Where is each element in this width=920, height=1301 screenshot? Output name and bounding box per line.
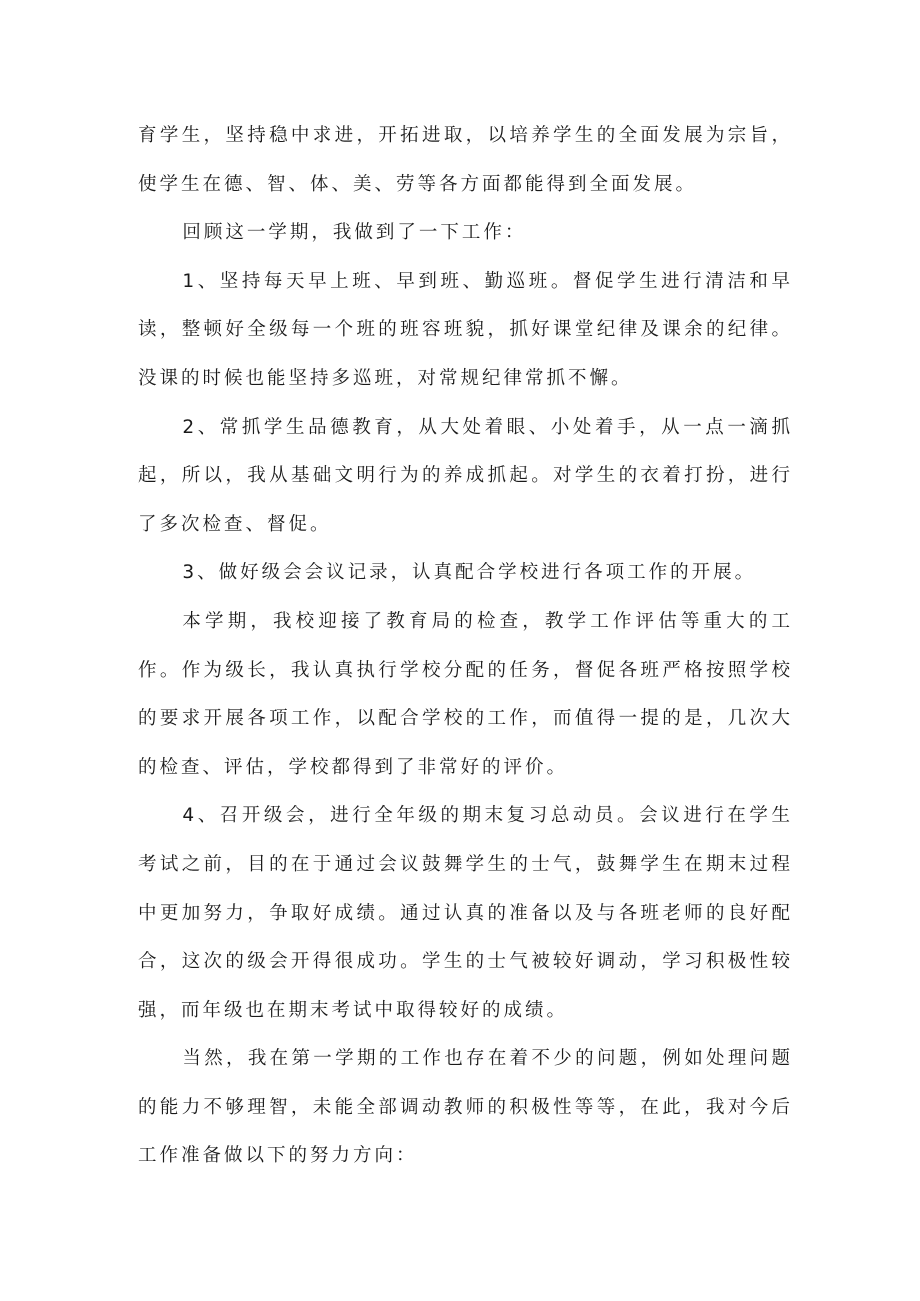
paragraph-item-2: 2、常抓学生品德教育，从大处着眼、小处着手，从一点一滴抓起，所以，我从基础文明行为的养成抓起。对学生的衣着打扮，进行了多次检查、督促。 (138, 416, 793, 535)
paragraph-continuation: 育学生，坚持稳中求进，开拓进取，以培养学生的全面发展为宗旨，使学生在德、智、体、美、劳等各方面都能得到全面发展。 (138, 125, 793, 195)
paragraph-review-intro: 回顾这一学期，我做到了一下工作： (182, 222, 527, 244)
paragraph-semester: 本学期，我校迎接了教育局的检查，教学工作评估等重大的工作。作为级长，我认真执行学校分配的任务，督促各班严格按照学校的要求开展各项工作，以配合学校的工作，而值得一提的是，几次大的检查、评估，学校都得到了非常好的评价。 (138, 610, 793, 778)
paragraph-item-1: 1、坚持每天早上班、早到班、勤巡班。督促学生进行清洁和早读，整顿好全级每一个班的班容班貌，抓好课堂纪律及课余的纪律。没课的时候也能坚持多巡班，对常规纪律常抓不懈。 (138, 270, 793, 389)
paragraph-item-4: 4、召开级会，进行全年级的期末复习总动员。会议进行在学生考试之前，目的在于通过会议鼓舞学生的士气，鼓舞学生在期末过程中更加努力，争取好成绩。通过认真的准备以及与各班老师的良好配合，这次的级会开得很成功。学生的士气被较好调动，学习积极性较强，而年级也在期末考试中取得较好的成绩。 (138, 805, 793, 1021)
paragraph-problems: 当然，我在第一学期的工作也存在着不少的问题，例如处理问题的能力不够理智，未能全部调动教师的积极性等等，在此，我对今后工作准备做以下的努力方向： (138, 1048, 793, 1167)
body-text (138, 112, 793, 1181)
paragraph-item-3: 3、做好级会会议记录，认真配合学校进行各项工作的开展。 (182, 562, 757, 584)
